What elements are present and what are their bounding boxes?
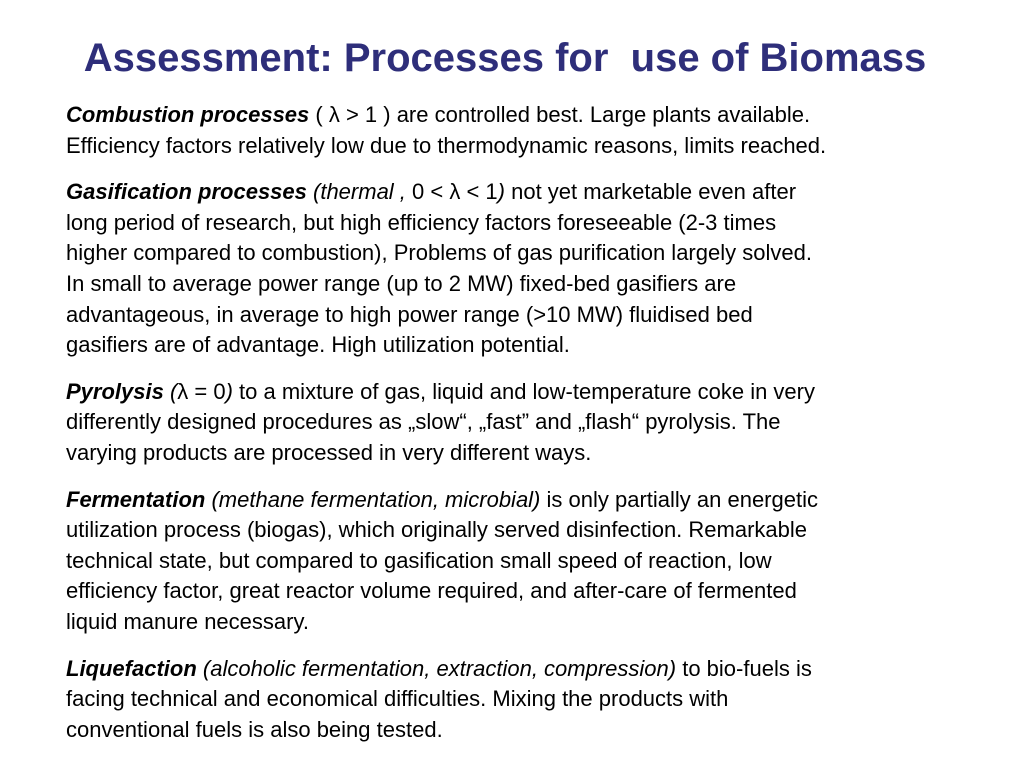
gasification-paren-close: ) xyxy=(497,179,505,205)
pyrolysis-text-3: varying products are processed in very different ways. xyxy=(66,439,592,465)
pyrolysis-paren-close: ) xyxy=(225,378,233,404)
liquefaction-text-3: conventional fuels is also being tested. xyxy=(66,716,443,742)
gasification-text-6: gasifiers are of advantage. High utilization potential. xyxy=(66,332,570,358)
liquefaction-text-1: to bio-fuels is xyxy=(676,655,812,681)
pyrolysis-lambda: λ = 0 xyxy=(177,378,226,404)
term-pyrolysis: Pyrolysis xyxy=(66,378,164,404)
term-gasification: Gasification processes xyxy=(66,179,307,205)
liquefaction-detail: (alcoholic fermentation, extraction, compression) xyxy=(196,655,677,681)
gasification-text-4: In small to average power range (up to 2 MW) fixed-bed gasifiers are xyxy=(66,270,737,296)
gasification-text-5: advantageous, in average to high power range (>10 MW) fluidised bed xyxy=(66,301,753,327)
slide-content xyxy=(66,100,966,761)
paragraph-combustion xyxy=(66,100,966,161)
paragraph-fermentation xyxy=(66,485,966,638)
pyrolysis-text-2: differently designed procedures as „slow“, „fast” and „flash“ pyrolysis. The xyxy=(66,409,781,435)
gasification-text-1: not yet marketable even after xyxy=(504,179,797,205)
fermentation-detail: (methane fermentation, microbial) xyxy=(205,486,541,512)
slide-title: Assessment: Processes for use of Biomass xyxy=(83,36,927,80)
gasification-lambda: 0 < λ < 1 xyxy=(412,179,498,205)
term-fermentation: Fermentation xyxy=(66,486,206,512)
fermentation-text-4: efficiency factor, great reactor volume required, and after-care of fermented xyxy=(66,578,797,604)
gasification-paren-open: (thermal , xyxy=(306,179,413,205)
fermentation-text-1: is only partially an energetic xyxy=(540,486,818,512)
pyrolysis-paren-open: ( xyxy=(163,378,178,404)
pyrolysis-text-1: to a mixture of gas, liquid and low-temperature coke in very xyxy=(232,378,815,404)
liquefaction-text-2: facing technical and economical difficulties. Mixing the products with xyxy=(66,686,729,712)
fermentation-text-3: technical state, but compared to gasification small speed of reaction, low xyxy=(66,547,772,573)
fermentation-text-5: liquid manure necessary. xyxy=(66,608,309,634)
paragraph-pyrolysis xyxy=(66,377,966,469)
combustion-text-1: ( λ > 1 ) are controlled best. Large plants available. xyxy=(309,102,811,127)
combustion-text-2: Efficiency factors relatively low due to thermodynamic reasons, limits reached. xyxy=(66,132,827,158)
term-liquefaction: Liquefaction xyxy=(66,655,197,681)
paragraph-liquefaction xyxy=(66,654,966,746)
gasification-text-2: long period of research, but high efficiency factors foreseeable (2-3 times xyxy=(66,209,777,235)
fermentation-text-2: utilization process (biogas), which originally served disinfection. Remarkable xyxy=(66,517,808,543)
term-combustion: Combustion processes xyxy=(66,102,310,127)
gasification-text-3: higher compared to combustion), Problems of gas purification largely solved. xyxy=(66,240,812,266)
paragraph-gasification xyxy=(66,177,966,361)
